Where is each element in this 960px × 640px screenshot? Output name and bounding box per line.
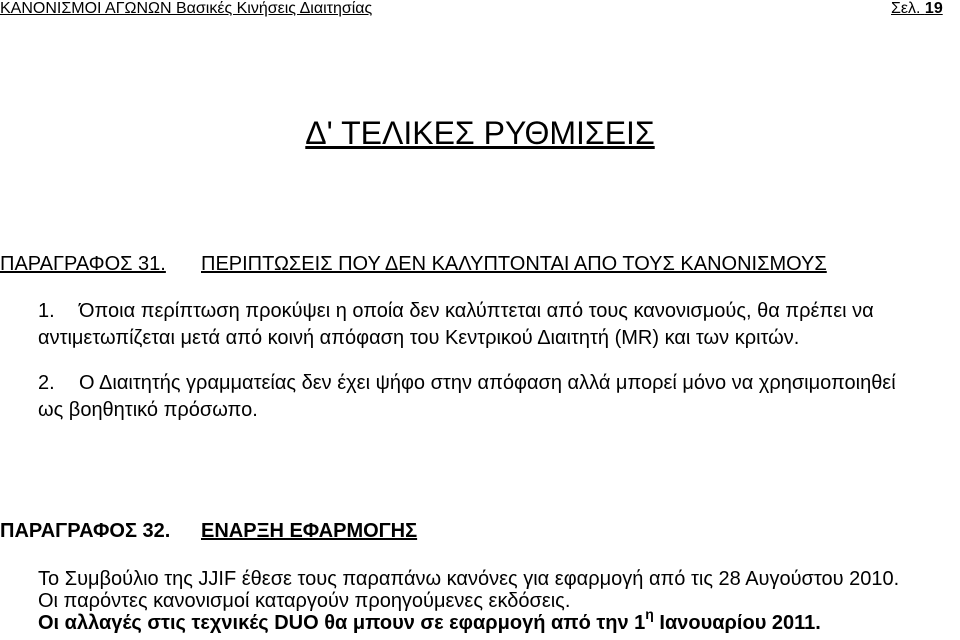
list-item-text-line2: ως βοηθητικό πρόσωπο. (38, 399, 258, 421)
paragraph-31-heading (0, 252, 827, 276)
paragraph-32-line1: Το Συμβούλιο της JJIF έθεσε τους παραπάνω κανόνες για εφαρμογή από τις 28 Αυγούστου 2010. (38, 568, 900, 590)
paragraph-31-label: ΠΑΡΑΓΡΑΦΟΣ 31. (0, 253, 166, 275)
list-item-number: 2. (38, 372, 55, 394)
section-title: Δ' ΤΕΛΙΚΕΣ ΡΥΘΜΙΣΕΙΣ (305, 115, 655, 151)
list-item-text-line1: Ο Διαιτητής γραμματείας δεν έχει ψήφο στην απόφαση αλλά μπορεί μόνο να χρησιμοποιηθεί (79, 372, 896, 394)
page-number: 19 (924, 0, 943, 17)
list-item-text-line1: Όποια περίπτωση προκύψει η οποία δεν καλύπτεται από τους κανονισμούς, θα πρέπει να (79, 300, 874, 322)
list-item-number: 1. (38, 300, 55, 322)
paragraph-32-line2: Οι παρόντες κανονισμοί καταργούν προηγούμενες εκδόσεις. (38, 590, 571, 612)
paragraph-32-line3-end: Ιανουαρίου 2011. (653, 612, 821, 634)
paragraph-32-line3-start: Οι αλλαγές στις τεχνικές DUO θα μπουν σε εφαρμογή από την 1 (38, 612, 646, 634)
list-item-text-line2: αντιμετωπίζεται μετά από κοινή απόφαση του Κεντρικού Διαιτητή (MR) και των κριτών. (38, 327, 800, 349)
ordinal-superscript: η (645, 606, 654, 623)
paragraph-32-line3 (38, 606, 899, 634)
running-header-page (891, 0, 943, 19)
paragraph-32-heading (0, 519, 418, 543)
paragraph-32-body (38, 568, 899, 634)
paragraph-32-label: ΠΑΡΑΓΡΑΦΟΣ 32. (0, 520, 171, 542)
running-header-title: ΚΑΝΟΝΙΣΜΟΙ ΑΓΩΝΩΝ Βασικές Κινήσεις Διαιτησίας (0, 0, 373, 17)
page-label: Σελ. (891, 0, 921, 17)
paragraph-31-title: ΠΕΡΙΠΤΩΣΕΙΣ ΠΟΥ ΔΕΝ ΚΑΛΥΠΤΟΝΤΑΙ ΑΠΟ ΤΟΥΣ ΚΑΝΟΝΙΣΜΟΥΣ (201, 253, 827, 275)
paragraph-32-title: ΕΝΑΡΞΗ ΕΦΑΡΜΟΓΗΣ (201, 520, 418, 542)
